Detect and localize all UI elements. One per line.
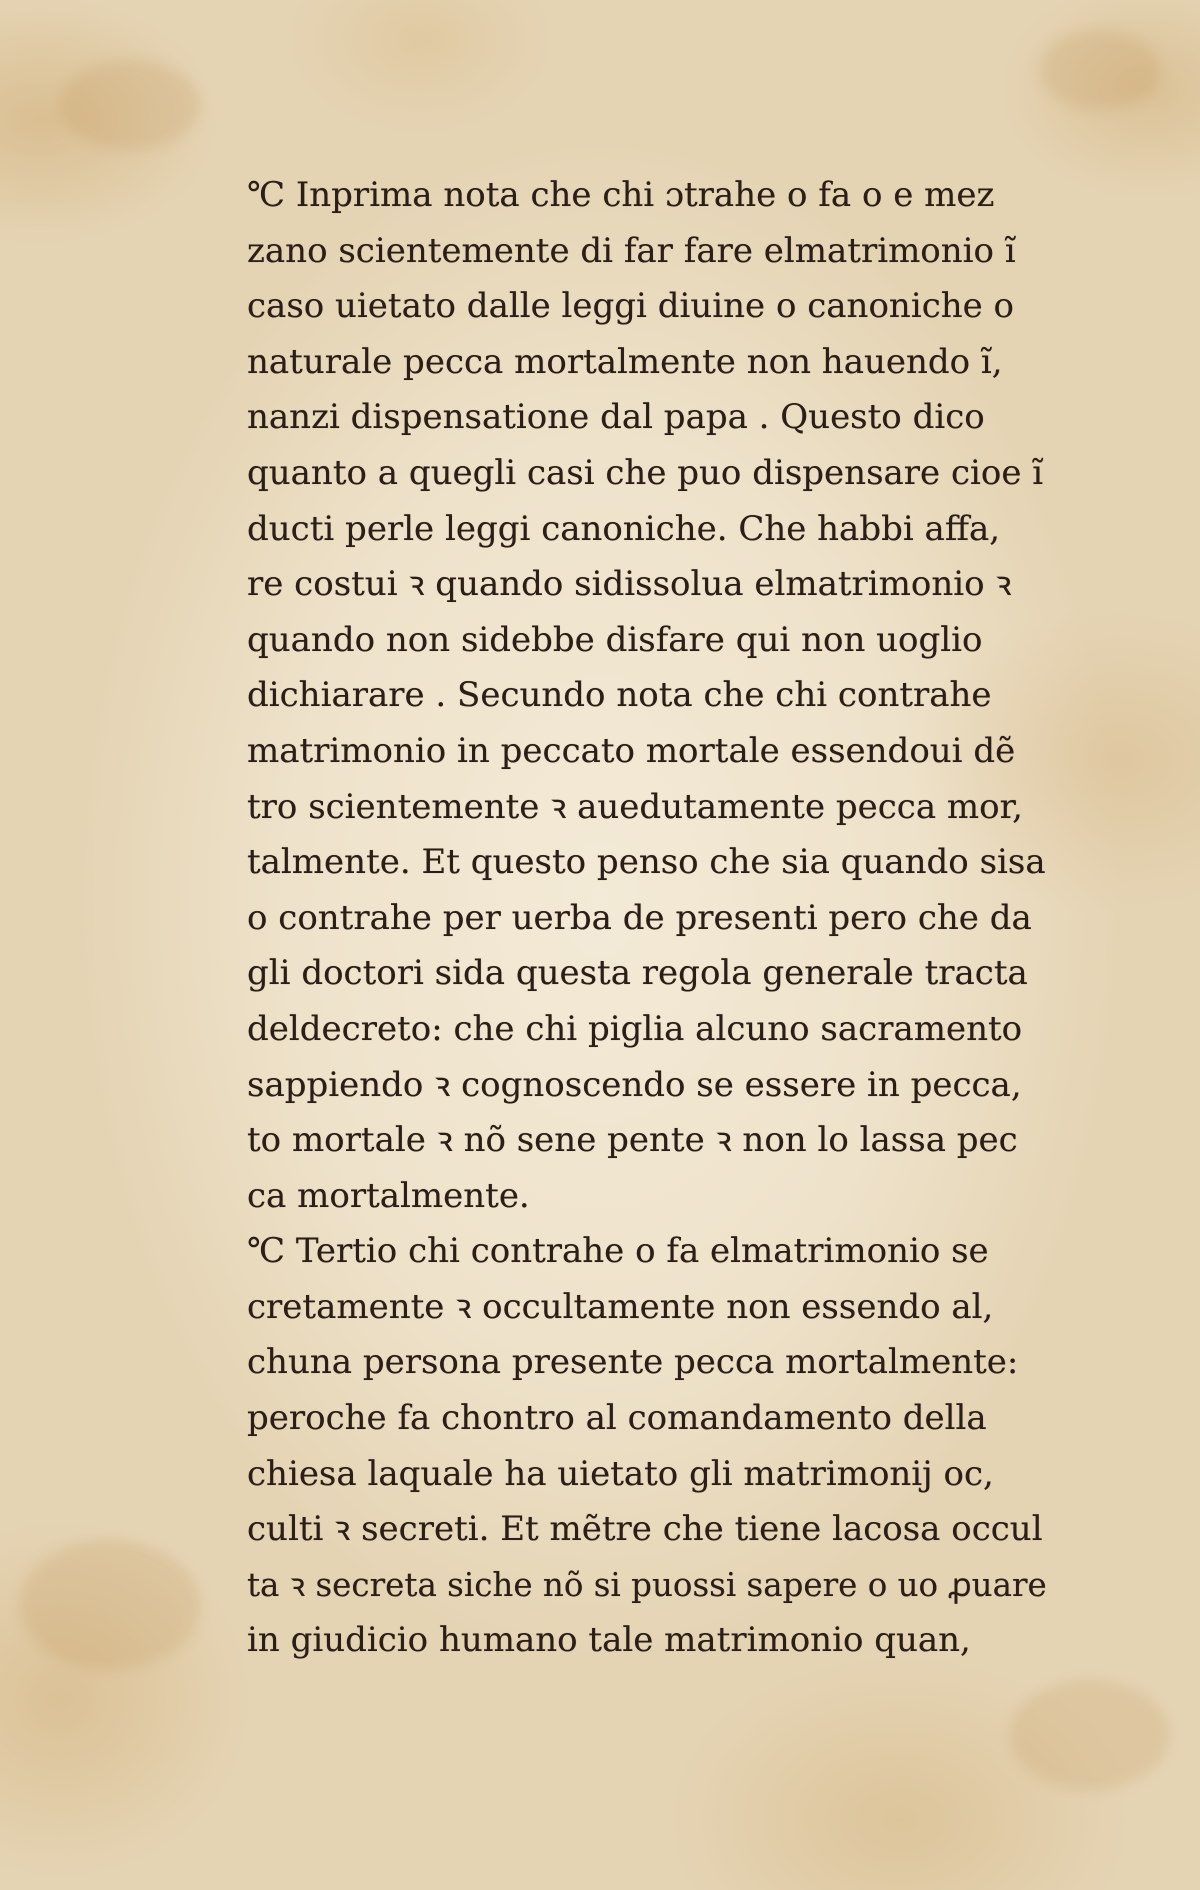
text-line: deldecreto: che chi piglia alcuno sacramento — [247, 1008, 1023, 1049]
text-line: sappiendo ꝛ cognoscendo se essere in pecca, — [247, 1064, 1022, 1105]
paper-stain — [60, 60, 200, 150]
text-line: ducti perle leggi canoniche. Che habbi affa, — [247, 508, 1001, 549]
text-line: ta ꝛ secreta siche nõ si puossi sapere o uo ꝓuare — [247, 1565, 1047, 1604]
paper-stain — [1040, 30, 1160, 110]
text-line: peroche fa chontro al comandamento della — [247, 1398, 987, 1439]
text-line: o contrahe per uerba de presenti pero che da — [247, 897, 1032, 938]
text-line: re costui ꝛ quando sidissolua elmatrimonio ꝛ — [247, 564, 1012, 605]
text-line: matrimonio in peccato mortale essendoui dẽ — [247, 730, 1016, 771]
text-line: nanzi dispensatione dal papa . Questo dico — [247, 397, 985, 438]
text-line: cretamente ꝛ occultamente non essendo al, — [247, 1286, 994, 1327]
text-line: quanto a quegli casi che puo dispensare cioe ĩ — [247, 452, 1044, 493]
text-block — [247, 168, 1047, 1669]
text-line: gli doctori sida questa regola generale tracta — [247, 953, 1028, 994]
text-line: chuna persona presente pecca mortalmente: — [247, 1342, 1019, 1383]
text-line: zano scientemente di far fare elmatrimonio ĩ — [247, 230, 1016, 271]
text-line: caso uietato dalle leggi diuine o canoniche o — [247, 286, 1015, 327]
paper-stain — [1010, 1680, 1170, 1790]
text-line: in giudicio humano tale matrimonio quan, — [247, 1620, 971, 1661]
text-line: tro scientemente ꝛ auedutamente pecca mor, — [247, 786, 1023, 827]
text-line: ℃ Tertio chi contrahe o fa elmatrimonio se — [247, 1231, 989, 1272]
paper-stain — [20, 1540, 200, 1670]
text-line: culti ꝛ secreti. Et mẽtre che tiene lacosa occul — [247, 1509, 1043, 1550]
text-line: ℃ Inprima nota che chi ɔtrahe o fa o e mez — [247, 175, 995, 215]
text-line: naturale pecca mortalmente non hauendo ĩ, — [247, 341, 1003, 382]
text-line: chiesa laquale ha uietato gli matrimonij oc, — [247, 1453, 994, 1494]
text-line: quando non sidebbe disfare qui non uoglio — [247, 619, 983, 660]
text-line: to mortale ꝛ nõ sene pente ꝛ non lo lassa pec — [247, 1120, 1018, 1161]
text-line: ca mortalmente. — [247, 1175, 530, 1216]
text-line: dichiarare . Secundo nota che chi contrahe — [247, 675, 992, 716]
text-line: talmente. Et questo penso che sia quando sisa — [247, 842, 1046, 883]
